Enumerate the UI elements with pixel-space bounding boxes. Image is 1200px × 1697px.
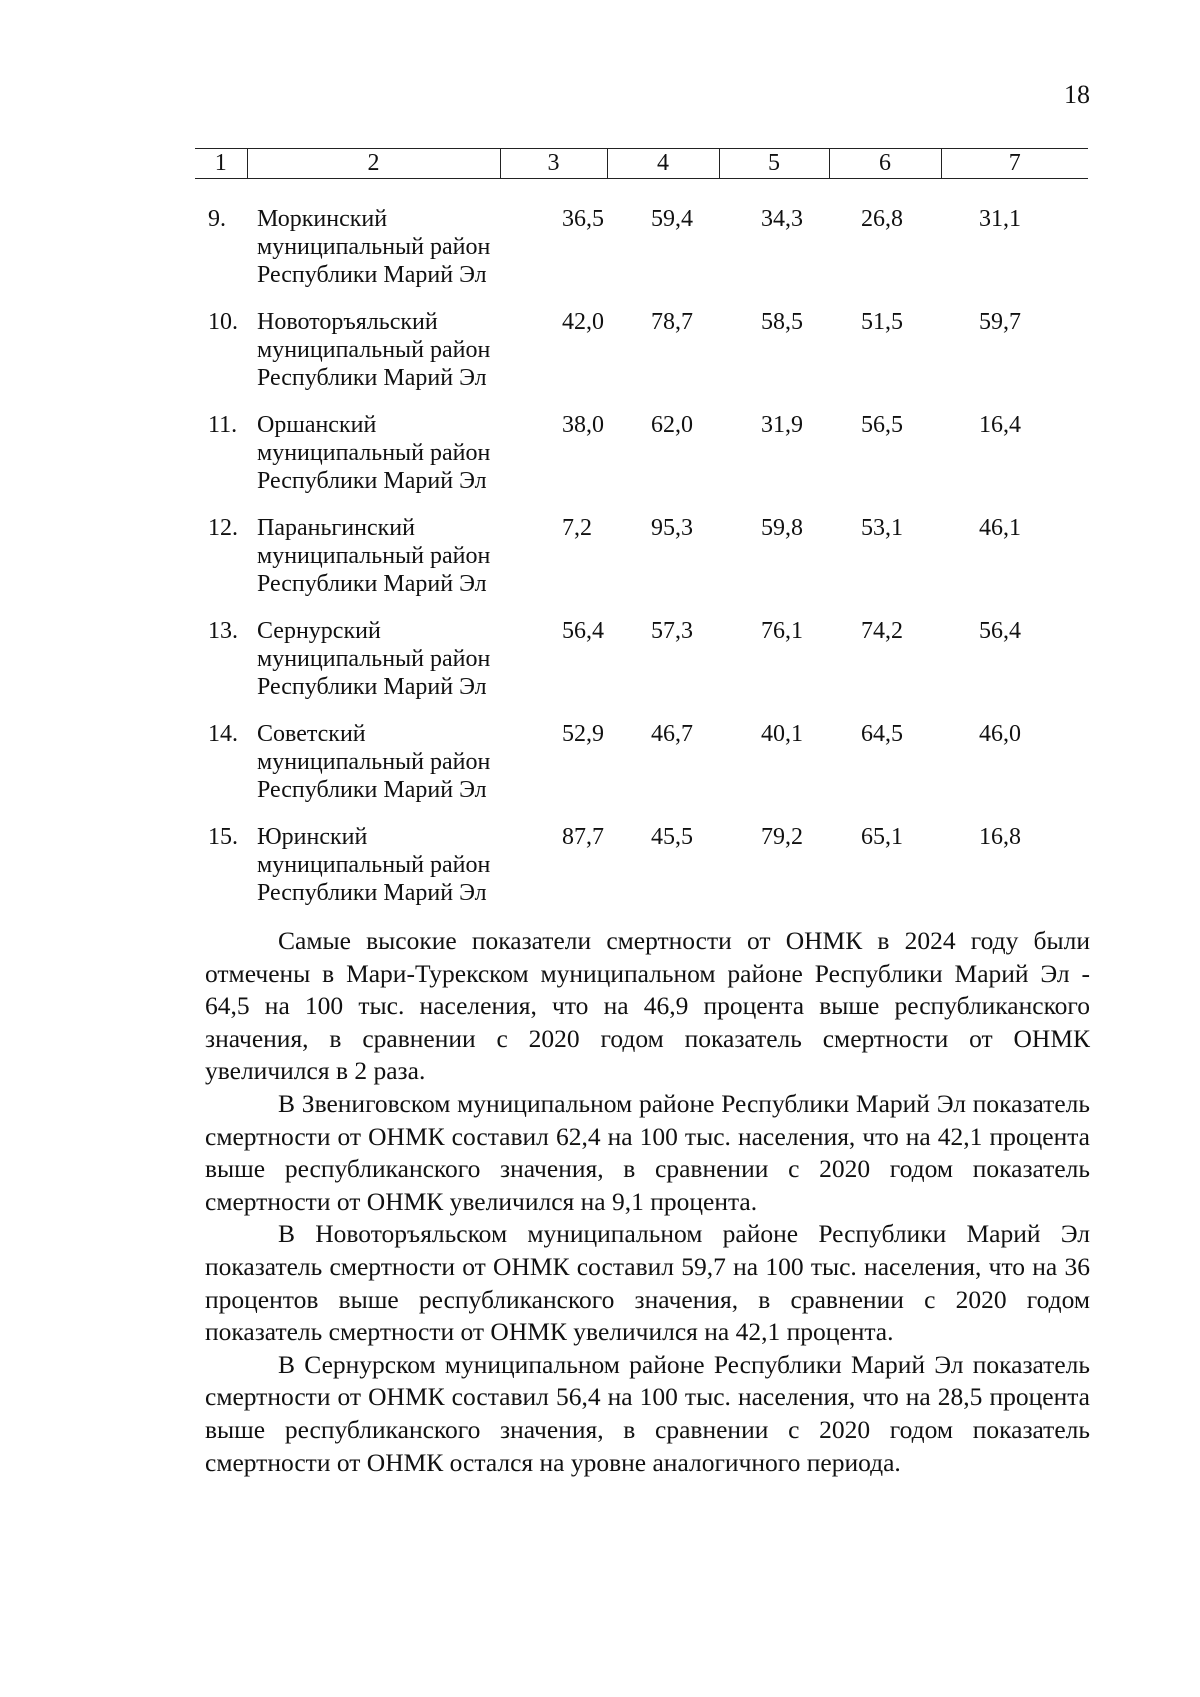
value-cell-col-3: 36,5 xyxy=(562,206,604,232)
table-header xyxy=(195,148,1088,179)
table-row xyxy=(195,720,1088,823)
value-cell-col-6: 74,2 xyxy=(861,618,903,644)
value-cell-col-4: 95,3 xyxy=(651,515,693,541)
district-name xyxy=(247,617,500,720)
district-name-line: Республики Марий Эл xyxy=(257,674,487,700)
table-body xyxy=(195,205,1088,926)
district-name xyxy=(247,514,500,617)
value-cell-col-3: 7,2 xyxy=(562,515,592,541)
value-cell-col-4: 45,5 xyxy=(651,824,693,850)
value-cell-col-7: 46,0 xyxy=(979,721,1021,747)
body-text xyxy=(205,925,1090,1479)
table-row xyxy=(195,205,1088,308)
column-number-2: 2 xyxy=(247,149,500,179)
value-cell-col-5: 79,2 xyxy=(761,824,803,850)
district-name-line: Республики Марий Эл xyxy=(257,880,487,906)
value-cell-col-7: 31,1 xyxy=(979,206,1021,232)
value-cell-col-5: 31,9 xyxy=(761,412,803,438)
paragraph: В Новоторъяльском муниципальном районе Республики Марий Эл показатель смертности от ОНМК составил 59,7 на 100 тыс. населения, что на 36 процентов выше республиканского значения, в сравнении с 2020 годом показатель смертности от ОНМК увеличился на 42,1 процента. xyxy=(205,1219,1090,1347)
table-row xyxy=(195,514,1088,617)
value-cell-col-3: 56,4 xyxy=(562,618,604,644)
value-cell-col-6: 51,5 xyxy=(861,309,903,335)
row-number: 12. xyxy=(208,515,238,541)
district-name-line: муниципальный район xyxy=(257,337,491,363)
value-cell-col-4: 46,7 xyxy=(651,721,693,747)
row-number: 11. xyxy=(208,412,238,438)
value-cell-col-7: 46,1 xyxy=(979,515,1021,541)
district-name xyxy=(247,720,500,823)
table-row xyxy=(195,617,1088,720)
column-number-7: 7 xyxy=(941,149,1088,179)
column-number-5: 5 xyxy=(719,149,829,179)
row-number: 9. xyxy=(208,206,226,232)
value-cell-col-6: 56,5 xyxy=(861,412,903,438)
district-name xyxy=(247,411,500,514)
value-cell-col-4: 59,4 xyxy=(651,206,693,232)
district-name-line: Оршанский xyxy=(257,412,377,438)
column-number-3: 3 xyxy=(500,149,607,179)
district-name-line: Советский xyxy=(257,721,366,747)
data-table xyxy=(195,205,1088,926)
district-name-line: Республики Марий Эл xyxy=(257,777,487,803)
value-cell-col-3: 52,9 xyxy=(562,721,604,747)
value-cell-col-3: 42,0 xyxy=(562,309,604,335)
value-cell-col-4: 62,0 xyxy=(651,412,693,438)
value-cell-col-5: 76,1 xyxy=(761,618,803,644)
district-name-line: Республики Марий Эл xyxy=(257,365,487,391)
district-name-line: Новоторъяльский xyxy=(257,309,438,335)
value-cell-col-5: 40,1 xyxy=(761,721,803,747)
column-number-4: 4 xyxy=(607,149,719,179)
value-cell-col-5: 58,5 xyxy=(761,309,803,335)
row-number: 13. xyxy=(208,618,238,644)
district-name-line: муниципальный район xyxy=(257,234,491,260)
column-number-1: 1 xyxy=(195,149,247,179)
district-name-line: Параньгинский xyxy=(257,515,415,541)
district-name-line: Юринский xyxy=(257,824,368,850)
value-cell-col-7: 16,8 xyxy=(979,824,1021,850)
value-cell-col-7: 59,7 xyxy=(979,309,1021,335)
row-number: 14. xyxy=(208,721,238,747)
value-cell-col-6: 64,5 xyxy=(861,721,903,747)
district-name-line: Республики Марий Эл xyxy=(257,571,487,597)
row-number: 10. xyxy=(208,309,238,335)
column-number-6: 6 xyxy=(829,149,941,179)
value-cell-col-5: 59,8 xyxy=(761,515,803,541)
paragraph: В Сернурском муниципальном районе Республики Марий Эл показатель смертности от ОНМК составил 56,4 на 100 тыс. населения, что на 28,5 процента выше республиканского значения, в сравнении с 2020 годом показатель смертности от ОНМК остался на уровне аналогичного периода. xyxy=(205,1349,1090,1477)
value-cell-col-3: 87,7 xyxy=(562,824,604,850)
value-cell-col-6: 65,1 xyxy=(861,824,903,850)
value-cell-col-3: 38,0 xyxy=(562,412,604,438)
value-cell-col-5: 34,3 xyxy=(761,206,803,232)
table-row xyxy=(195,823,1088,926)
table-row xyxy=(195,411,1088,514)
district-name xyxy=(247,205,500,308)
value-cell-col-6: 53,1 xyxy=(861,515,903,541)
value-cell-col-6: 26,8 xyxy=(861,206,903,232)
paragraph: В Звениговском муниципальном районе Республики Марий Эл показатель смертности от ОНМК составил 62,4 на 100 тыс. населения, что на 42,1 процента выше республиканского значения, в сравнении с 2020 годом показатель смертности от ОНМК увеличился на 9,1 процента. xyxy=(205,1088,1090,1216)
district-name-line: муниципальный район xyxy=(257,749,491,775)
table-row xyxy=(195,308,1088,411)
district-name-line: Республики Марий Эл xyxy=(257,262,487,288)
value-cell-col-4: 57,3 xyxy=(651,618,693,644)
value-cell-col-7: 56,4 xyxy=(979,618,1021,644)
page-number: 18 xyxy=(1064,80,1090,109)
value-cell-col-7: 16,4 xyxy=(979,412,1021,438)
district-name-line: муниципальный район xyxy=(257,646,491,672)
district-name xyxy=(247,823,500,926)
value-cell-col-4: 78,7 xyxy=(651,309,693,335)
district-name-line: Республики Марий Эл xyxy=(257,468,487,494)
paragraph: Самые высокие показатели смертности от ОНМК в 2024 году были отмечены в Мари-Турекском муниципальном районе Республики Марий Эл - 64,5 на 100 тыс. населения, что на 46,9 процента выше республиканского значения, в сравнении с 2020 годом показатель смертности от ОНМК увеличился в 2 раза. xyxy=(205,926,1090,1086)
district-name-line: муниципальный район xyxy=(257,852,491,878)
district-name-line: Моркинский xyxy=(257,206,388,232)
district-name-line: Сернурский xyxy=(257,618,381,644)
district-name-line: муниципальный район xyxy=(257,440,491,466)
district-name xyxy=(247,308,500,411)
row-number: 15. xyxy=(208,824,238,850)
district-name-line: муниципальный район xyxy=(257,543,491,569)
